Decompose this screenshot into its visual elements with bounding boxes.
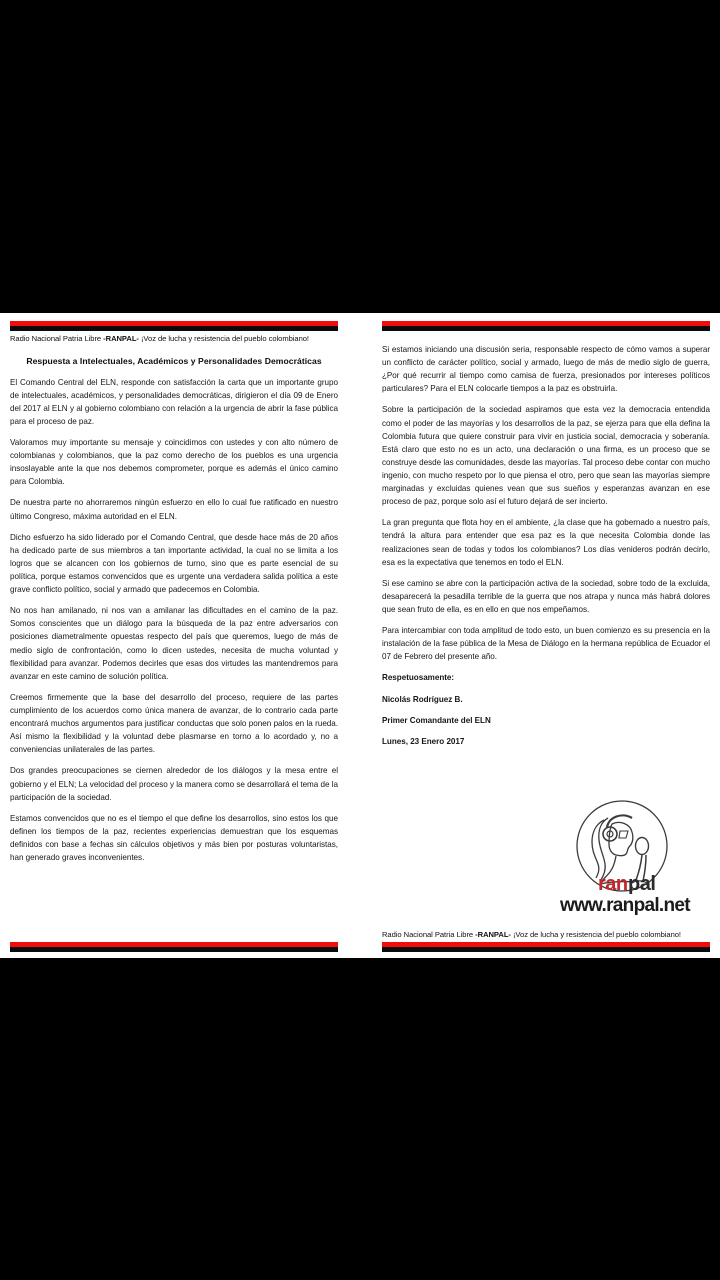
signature-role: Primer Comandante del ELN <box>382 715 491 725</box>
footer-rule-black <box>382 947 710 952</box>
logo-wordmark-pal: pal <box>628 873 656 895</box>
letterbox-top <box>0 0 720 313</box>
signature-name: Nicolás Rodríguez B. <box>382 694 463 704</box>
left-page-filler <box>10 903 338 942</box>
paragraph: Sobre la participación de la sociedad aspiramos que esta vez la democracia entendida como el poder de las mayorías y los desarrollos de la paz, se ejerza para que ella defina la Colombia futura que quiere construir para vivir en justicia social, democracia y soberanía. Está claro que esto no es un acto, una declaración o una firma, es un proceso que se construye desde las comunidades, desde las mayorías. Tal proceso debe contar con mucho ingenio, con mucho respeto por lo que piensa el otro, pero que sean las mayorías siempre marginadas y excluidas quienes vean que sus sueños y esperanzas avanzan en ese proceso de paz, porque solo así el futuro dejará de ser incierto. <box>382 405 710 507</box>
paragraph: Dos grandes preocupaciones se ciernen alrededor de los diálogos y la mesa entre el gobierno y el ELN; La velocidad del proceso y la manera como se desarrollará el tema de la participación de la sociedad. <box>10 766 338 802</box>
masthead-suffix: ¡Voz de lucha y resistencia del pueblo colombiano! <box>510 930 681 940</box>
paragraph: Dicho esfuerzo ha sido liderado por el Comando Central, que desde hace más de 20 años ha dedicado parte de sus miembros a tan importante actividad, la cual no se limita a los logros que se alcancen con los gobiernos de turno, sino que es parte esencial de su política, porque estamos convencidos que es urgente una verdadera salida política a este grave conflicto político, social y armado que padecemos en Colombia. <box>10 532 338 595</box>
masthead-left <box>10 331 338 344</box>
header-rule-left <box>10 321 338 331</box>
masthead-brand: -RANPAL- <box>475 930 511 940</box>
signature-date: Lunes, 23 Enero 2017 <box>382 736 465 746</box>
paragraph: Para intercambiar con toda amplitud de todo esto, un buen comienzo es su presencia en la instalación de la fase pública de la Mesa de Diálogo en la hermana república de Ecuador el 07 de Febrero del presente año. <box>382 626 710 662</box>
paragraph: Creemos firmemente que la base del desarrollo del proceso, requiere de las partes cumplimiento de los acuerdos como única manera de avanzar, de lo contrario cada parte encontrará muchos argumentos para justificar conductas que solo ponen palos en la rueda. Así mismo la flexibilidad y la voluntad debe plasmarse en torno a lo acordado y, no a conveniencias unilaterales de las partes. <box>10 692 338 755</box>
masthead-suffix: ¡Voz de lucha y resistencia del pueblo colombiano! <box>138 334 309 343</box>
right-page-body <box>382 331 710 843</box>
page-gutter <box>348 313 372 958</box>
left-page-footer <box>10 942 338 958</box>
masthead-brand: -RANPAL- <box>103 334 139 343</box>
paragraph: No nos han amilanado, ni nos van a amilanar las dificultades en el camino de la paz. Somos conscientes que un diálogo para la búsqueda de la paz entre adversarios con posiciones diametralmente opuestas respecto del país que queremos, luego de más de medio siglo de confrontación, como lo dicen ustedes, necesita de mucha voluntad y flexibilidad para avanzar. Podemos decirles que esas dos virtudes las mantendremos para avanzar en este camino de solución política. <box>10 606 338 681</box>
paragraph: Si estamos iniciando una discusión seria, responsable respecto de cómo vamos a superar un conflicto de carácter político, social y armado, luego de más de medio siglo de guerra, ¿Por qué recurrir al tiempo como camisa de fuerza, presionados por intereses políticos particulares? Para el ELN colocarle tiempos a la paz es obstruirla. <box>382 345 710 394</box>
paragraph: Valoramos muy importante su mensaje y coincidimos con ustedes y con alto número de colombianas y colombianos, que la paz como derecho de los pueblos es una urgencia insoslayable ante la que nos debemos comprometer, porque es además el único camino para Colombia. <box>10 438 338 487</box>
logo-url: www.ranpal.net <box>560 895 690 916</box>
footer-rule-black <box>10 947 338 952</box>
document-viewport <box>0 313 720 958</box>
right-page-filler <box>382 843 710 930</box>
page-title: Respuesta a Intelectuales, Académicos y Personalidades Democráticas <box>26 355 322 366</box>
paragraph: Estamos convencidos que no es el tiempo el que define los desarrollos, sino estos los que definen los tiempos de la paz, recientes experiencias demuestran que los esquemas definidos con base a fechas sin cálculos objetivos y más bien por posturas voluntaristas, han generado graves inconvenientes. <box>10 813 338 863</box>
paragraph: El Comando Central del ELN, responde con satisfacción la carta que un importante grupo de intelectuales, académicos, y personalidades democráticas, dirigieron el día 09 de Enero del 2017 al ELN y al gobierno colombiano con relación a la urgencia de abrir la fase pública para el proceso de paz. <box>10 377 338 426</box>
document-page-left <box>0 313 348 958</box>
letterbox-bottom <box>0 958 720 1280</box>
header-rule-right <box>382 321 710 331</box>
masthead-right-footer <box>382 930 710 942</box>
masthead-prefix: Radio Nacional Patria Libre <box>10 334 104 343</box>
footer-rule-right <box>382 942 710 952</box>
paragraph: La gran pregunta que flota hoy en el ambiente, ¿la clase que ha gobernado a nuestro país, tendrá la altura para entender que esa paz es la que necesita Colombia donde las realizaciones sean de todas y todos los colombianos? Los días venideros podrán decirlo, esa es la expectativa que tenemos en todo el ELN. <box>382 518 710 567</box>
right-page-footer <box>382 930 710 958</box>
masthead-prefix: Radio Nacional Patria Libre <box>382 930 476 940</box>
signature-closing: Respetuosamente: <box>382 673 455 683</box>
paragraph: Si ese camino se abre con la participación activa de la sociedad, sobre todo de la excluida, desaparecerá la pesadilla terrible de la guerra que nos atrapa y nunca más habrá dolores que sean fruto de ella, es en ello en que nos empeñamos. <box>382 578 710 614</box>
document-page-right <box>372 313 720 958</box>
logo-wordmark-ran: ran <box>598 873 628 895</box>
left-page-body <box>10 344 338 903</box>
paragraph: De nuestra parte no ahorraremos ningún esfuerzo en ello lo cual fue ratificado en nuestro último Congreso, máxima autoridad en el ELN. <box>10 498 338 521</box>
footer-rule-left <box>10 942 338 952</box>
